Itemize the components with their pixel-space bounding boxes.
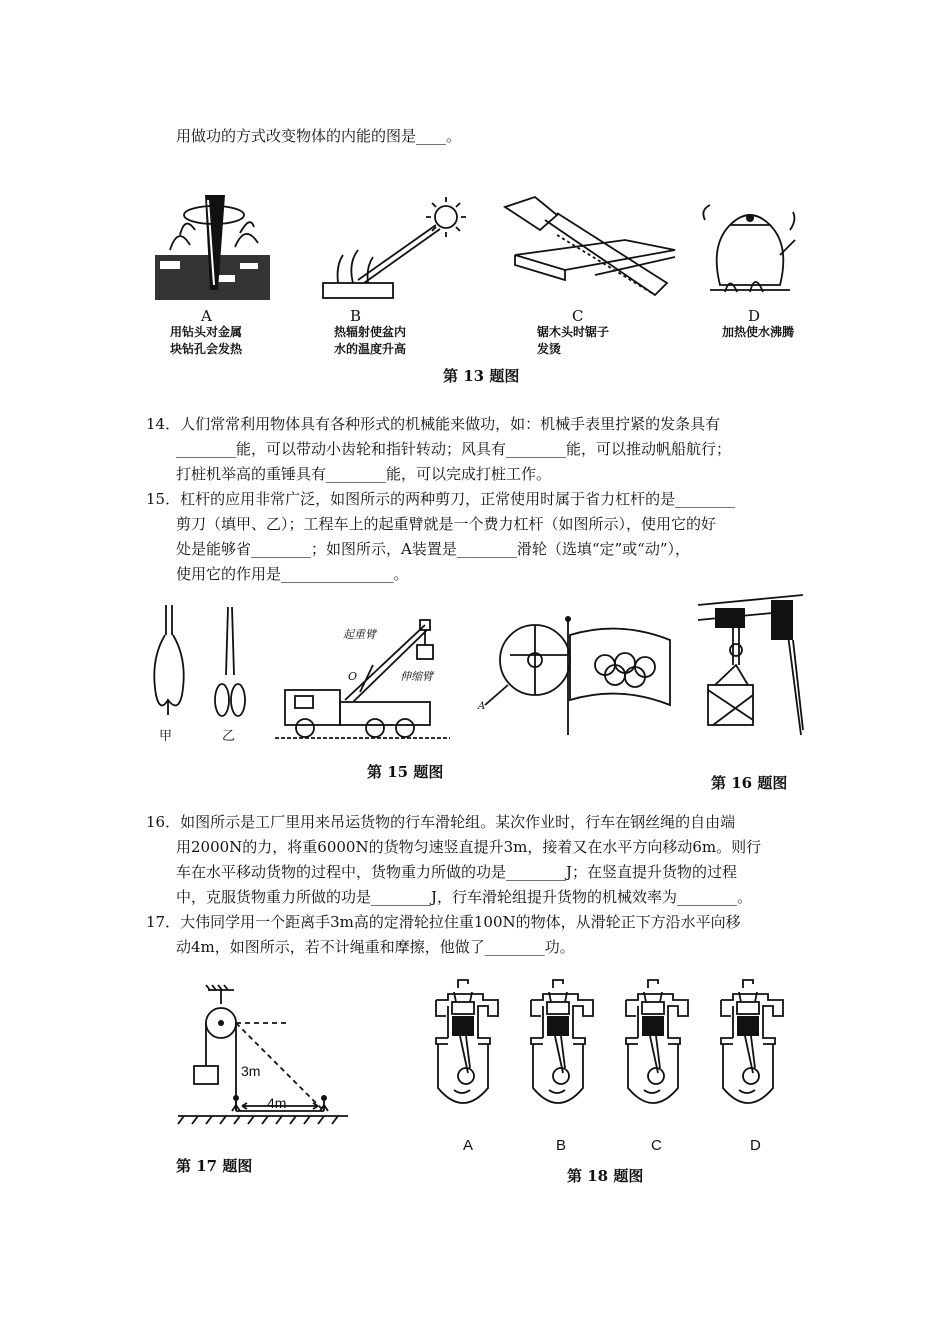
fig15-boom-label: 起重臂 [343, 628, 376, 641]
fig13-label-d: D [748, 307, 761, 325]
fig17-title: 第 17 题图 [176, 1157, 253, 1175]
q14-line-3: 打桩机举高的重锤具有________能，可以完成打桩工作。 [176, 465, 552, 483]
fig15-label-yi: 乙 [222, 729, 236, 744]
fixed-pulley-illustration [176, 988, 351, 1133]
sun-radiation-illustration [318, 195, 468, 305]
fig13-title: 第 13 题图 [443, 367, 520, 385]
q17-line-2: 动4m，如图所示，若不计绳重和摩擦，他做了________功。 [176, 938, 575, 956]
fig13-label-b: B [350, 307, 362, 325]
flag-pulley-illustration [480, 615, 675, 735]
fig18-label-b: B [556, 1137, 567, 1154]
q16-line-1: 16．如图所示是工厂里用来吊运货物的行车滑轮组。某次作业时，行车在钢丝绳的自由端 [146, 813, 736, 831]
q16-line-2: 用2000N的力，将重6000N的货物匀速竖直提升3m，接着又在水平方向移动6m。则行 [176, 838, 762, 856]
fig17-height-label: 3m [241, 1063, 261, 1079]
q15-line-3: 处是能够省________；如图所示，A装置是________滑轮（选填“定”或“动”）， [176, 540, 691, 558]
fig13-caption-d-1: 加热使水沸腾 [722, 325, 795, 339]
fig16-title: 第 16 题图 [711, 774, 788, 792]
fig13-caption-a-2: 块钻孔会发热 [170, 342, 243, 356]
overhead-crane-illustration [693, 590, 803, 740]
scissors-yi-illustration [210, 605, 250, 725]
fig13-caption-b-1: 热辐射使盆内 [334, 325, 407, 339]
saw-illustration [495, 195, 680, 300]
fig15-title: 第 15 题图 [367, 763, 444, 781]
fig13-caption-b-2: 水的温度升高 [334, 342, 407, 356]
fig13-label-a: A [201, 307, 212, 325]
fig13-label-c: C [572, 307, 584, 325]
fig13-caption-a-1: 用钻头对金属 [170, 325, 243, 339]
drill-illustration [150, 195, 275, 305]
engine-strokes-illustration [428, 978, 808, 1138]
q16-line-3: 车在水平移动货物的过程中，货物重力所做的功是________J；在竖直提升货物的过程 [176, 863, 738, 881]
q15-line-2: 剪刀（填甲、乙）；工程车上的起重臂就是一个费力杠杆（如图所示），使用它的好 [176, 515, 717, 533]
fig15-label-jia: 甲 [159, 729, 173, 744]
q14-line-1: 14．人们常常利用物体具有各种形式的机械能来做功，如：机械手表里拧紧的发条具有 [146, 415, 721, 433]
q16-line-4: 中，克服货物重力所做的功是________J，行车滑轮组提升货物的机械效率为________。 [176, 888, 753, 906]
fig18-label-d: D [750, 1137, 761, 1154]
q15-line-4: 使用它的作用是_______________。 [176, 565, 409, 583]
q13-text: 用做功的方式改变物体的内能的图是____。 [176, 127, 462, 145]
fig15-a-label: A [478, 701, 486, 712]
fig13-caption-c-1: 锯木头时锯子 [537, 325, 610, 339]
fig18-label-c: C [651, 1137, 662, 1154]
q15-line-1: 15．杠杆的应用非常广泛，如图所示的两种剪刀，正常使用时属于省力杠杆的是________ [146, 490, 736, 508]
kettle-illustration [695, 200, 800, 300]
q14-line-2: ________能，可以带动小齿轮和指针转动；风具有________能，可以推动帆船航行； [176, 440, 732, 458]
fig18-label-a: A [463, 1137, 474, 1154]
q17-line-1: 17．大伟同学用一个距离手3m高的定滑轮拉住重100N的物体，从滑轮正下方沿水平向移 [146, 913, 741, 931]
fig15-piston-label: 伸缩臂 [400, 670, 433, 683]
fig15-o-label: O [348, 670, 358, 683]
scissors-jia-illustration [148, 605, 188, 725]
fig13-caption-c-2: 发烫 [537, 342, 562, 356]
fig17-distance-label: 4m [267, 1095, 287, 1111]
fig18-title: 第 18 题图 [567, 1167, 644, 1185]
